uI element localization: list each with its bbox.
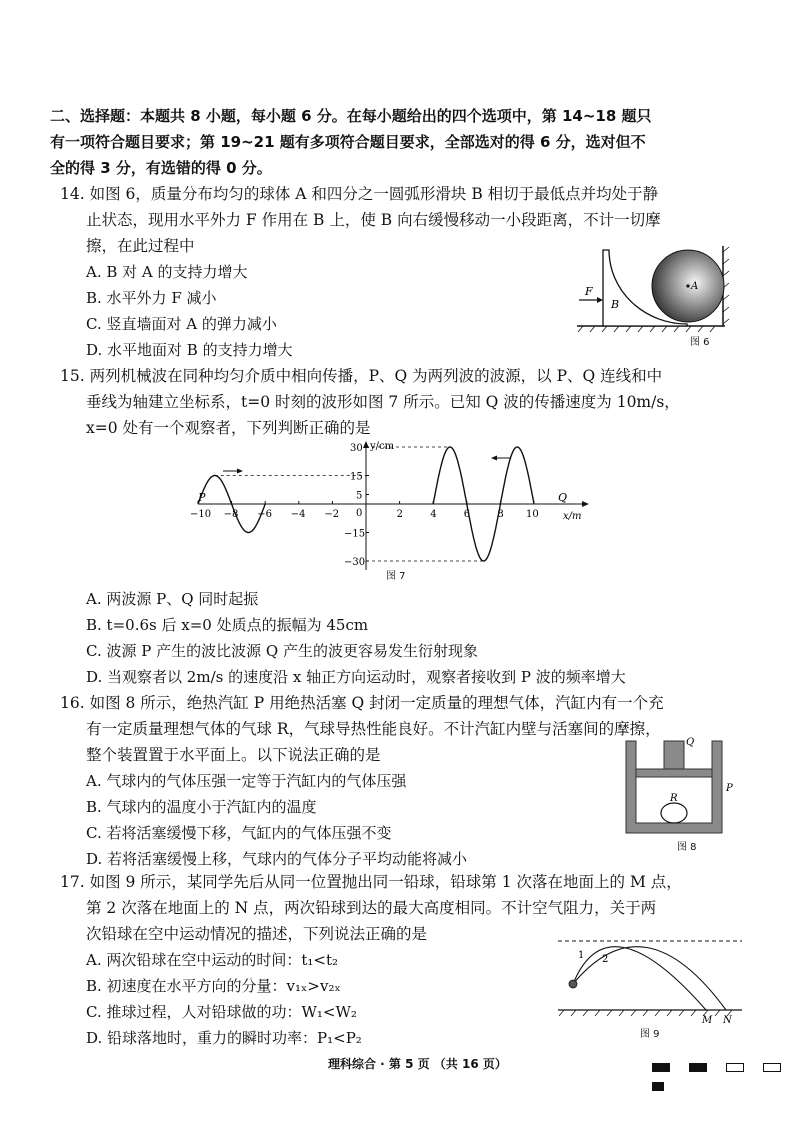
- trajectory-2: [573, 947, 726, 1010]
- x-tick-label: −10: [190, 509, 212, 520]
- q17-option-b[interactable]: B. 初速度在水平方向的分量：v₁ₓ>v₂ₓ: [86, 977, 341, 995]
- q-wave-direction-arrowhead: [491, 456, 497, 461]
- q15-option-c[interactable]: C. 波源 P 产生的波比波源 Q 产生的波更容易发生衍射现象: [86, 642, 478, 660]
- q14-stem-2: 止状态，现用水平外力 F 作用在 B 上，使 B 向右缓慢移动一小段距离，不计一切摩: [86, 211, 661, 229]
- q15-stem-3: x=0 处有一个观察者，下列判断正确的是: [86, 419, 371, 437]
- label-r: R: [670, 793, 678, 804]
- figure-8: [618, 735, 738, 840]
- x-tick-label: 8: [497, 509, 504, 520]
- label-q: Q: [558, 491, 568, 504]
- origin-label: 0: [356, 508, 363, 519]
- piston-rod-q: [664, 741, 684, 769]
- y-tick-label: 15: [350, 471, 363, 483]
- marker-square-filled: [652, 1063, 670, 1072]
- trajectory-1: [573, 947, 706, 1010]
- label-n: N: [723, 1015, 732, 1026]
- p-wave-direction-arrowhead: [237, 469, 243, 474]
- q16-option-d[interactable]: D. 若将活塞缓慢上移，气球内的气体分子平均动能将减小: [86, 850, 468, 868]
- q17-stem-2: 第 2 次落在地面上的 N 点，两次铅球到达的最大高度相同。不计空气阻力，关于两: [86, 899, 657, 917]
- figure-7-caption: 图 7: [386, 571, 406, 582]
- y-tick-label: 30: [350, 443, 363, 454]
- q15-option-b[interactable]: B. t=0.6s 后 x=0 处质点的振幅为 45cm: [86, 616, 369, 634]
- q17-stem-3: 次铅球在空中运动情况的描述，下列说法正确的是: [86, 925, 428, 943]
- y-axis-label: y/cm: [370, 441, 395, 452]
- q14-option-a[interactable]: A. B 对 A 的支持力增大: [86, 263, 248, 281]
- q15-stem-1: 15. 两列机械波在同种均匀介质中相向传播，P、Q 为两列波的波源，以 P、Q 连线和中: [60, 367, 663, 385]
- q15-stem-2: 垂线为轴建立坐标系，t=0 时刻的波形如图 7 所示。已知 Q 波的传播速度为 10m/s，: [86, 393, 680, 411]
- force-f-arrowhead: [597, 297, 603, 303]
- label-m: M: [702, 1015, 713, 1026]
- q14-stem-1: 14. 如图 6，质量分布均匀的球体 A 和四分之一圆弧形滑块 B 相切于最低点并均处于静: [60, 185, 659, 203]
- q17-stem-1: 17. 如图 9 所示，某同学先后从同一位置抛出同一铅球，铅球第 1 次落在地面上的 M 点，: [60, 873, 682, 891]
- q16-stem-2: 有一定质量理想气体的气球 R，气球导热性能良好。不计汽缸内壁与活塞间的摩擦，: [86, 720, 661, 738]
- label-trajectory-1: 1: [578, 950, 585, 961]
- marker-square-filled: [689, 1063, 707, 1072]
- marker-square-filled: [652, 1082, 664, 1091]
- figure-7-chart: [190, 438, 600, 578]
- shot-put-ball: [569, 980, 577, 988]
- x-axis-label: x/m: [563, 511, 582, 522]
- q16-stem-1: 16. 如图 8 所示，绝热汽缸 P 用绝热活塞 Q 封闭一定质量的理想气体，汽缸内有一个充: [60, 694, 664, 712]
- q14-option-d[interactable]: D. 水平地面对 B 的支持力增大: [86, 341, 293, 359]
- q17-option-a[interactable]: A. 两次铅球在空中运动的时间：t₁<t₂: [86, 951, 339, 969]
- y-tick-label: −30: [344, 557, 366, 568]
- label-f: F: [585, 285, 593, 298]
- x-tick-label: 10: [526, 509, 539, 520]
- label-trajectory-2: 2: [602, 954, 609, 965]
- q14-option-c[interactable]: C. 竖直墙面对 A 的弹力减小: [86, 315, 277, 333]
- marker-square-empty: [726, 1063, 744, 1072]
- q16-option-a[interactable]: A. 气球内的气体压强一定等于汽缸内的气体压强: [86, 772, 407, 790]
- x-tick-label: −6: [257, 509, 272, 520]
- label-b: B: [611, 298, 620, 311]
- figure-9: [556, 932, 746, 1027]
- label-p: P: [726, 783, 733, 794]
- ball-center-dot: [686, 284, 689, 287]
- q14-option-b[interactable]: B. 水平外力 F 减小: [86, 289, 217, 307]
- balloon-r: [661, 803, 687, 823]
- label-a: A: [691, 281, 699, 292]
- q16-option-c[interactable]: C. 若将活塞缓慢下移，气缸内的气体压强不变: [86, 824, 392, 842]
- x-tick-label: 6: [463, 509, 471, 520]
- q17-option-d[interactable]: D. 铅球落地时，重力的瞬时功率：P₁<P₂: [86, 1029, 362, 1047]
- ground-hatch: [578, 326, 715, 332]
- label-p: P: [198, 491, 206, 504]
- q17-option-c[interactable]: C. 推球过程，人对铅球做的功：W₁<W₂: [86, 1003, 357, 1021]
- y-tick-label: 5: [356, 490, 363, 502]
- x-tick-label: −4: [290, 509, 306, 520]
- section-line-2: 有一项符合题目要求；第 19~21 题有多项符合题目要求，全部选对的得 6 分，选对但不: [50, 133, 646, 151]
- page-marker-squares: [652, 1057, 800, 1095]
- x-axis-arrowhead: [582, 501, 589, 507]
- page-footer: 理科综合 · 第 5 页 （共 16 页）: [328, 1057, 507, 1071]
- label-q: Q: [686, 737, 695, 748]
- q15-option-d[interactable]: D. 当观察者以 2m/s 的速度沿 x 轴正方向运动时，观察者接收到 P 波的频率增大: [86, 668, 626, 686]
- section-line-1: 二、选择题：本题共 8 小题，每小题 6 分。在每小题给出的四个选项中，第 14~18 题只: [50, 107, 652, 125]
- x-tick-label: −8: [223, 509, 239, 520]
- figure-6-caption: 图 6: [690, 337, 710, 348]
- q16-stem-3: 整个装置置于水平面上。以下说法正确的是: [86, 746, 381, 764]
- q15-option-a[interactable]: A. 两波源 P、Q 同时起振: [86, 590, 259, 608]
- y-tick-label: −15: [344, 528, 366, 540]
- x-tick-label: 4: [430, 509, 437, 520]
- piston-plate-q: [636, 769, 712, 777]
- figure-9-caption: 图 9: [640, 1029, 660, 1040]
- marker-square-empty: [763, 1063, 781, 1072]
- x-tick-label: 2: [396, 509, 403, 520]
- x-tick-label: −2: [324, 509, 340, 520]
- figure-8-caption: 图 8: [677, 842, 697, 853]
- section-line-3: 全的得 3 分，有选错的得 0 分。: [50, 159, 272, 177]
- figure-6: [575, 238, 735, 343]
- q14-stem-3: 擦，在此过程中: [86, 237, 195, 255]
- q16-option-b[interactable]: B. 气球内的温度小于汽缸内的温度: [86, 798, 317, 816]
